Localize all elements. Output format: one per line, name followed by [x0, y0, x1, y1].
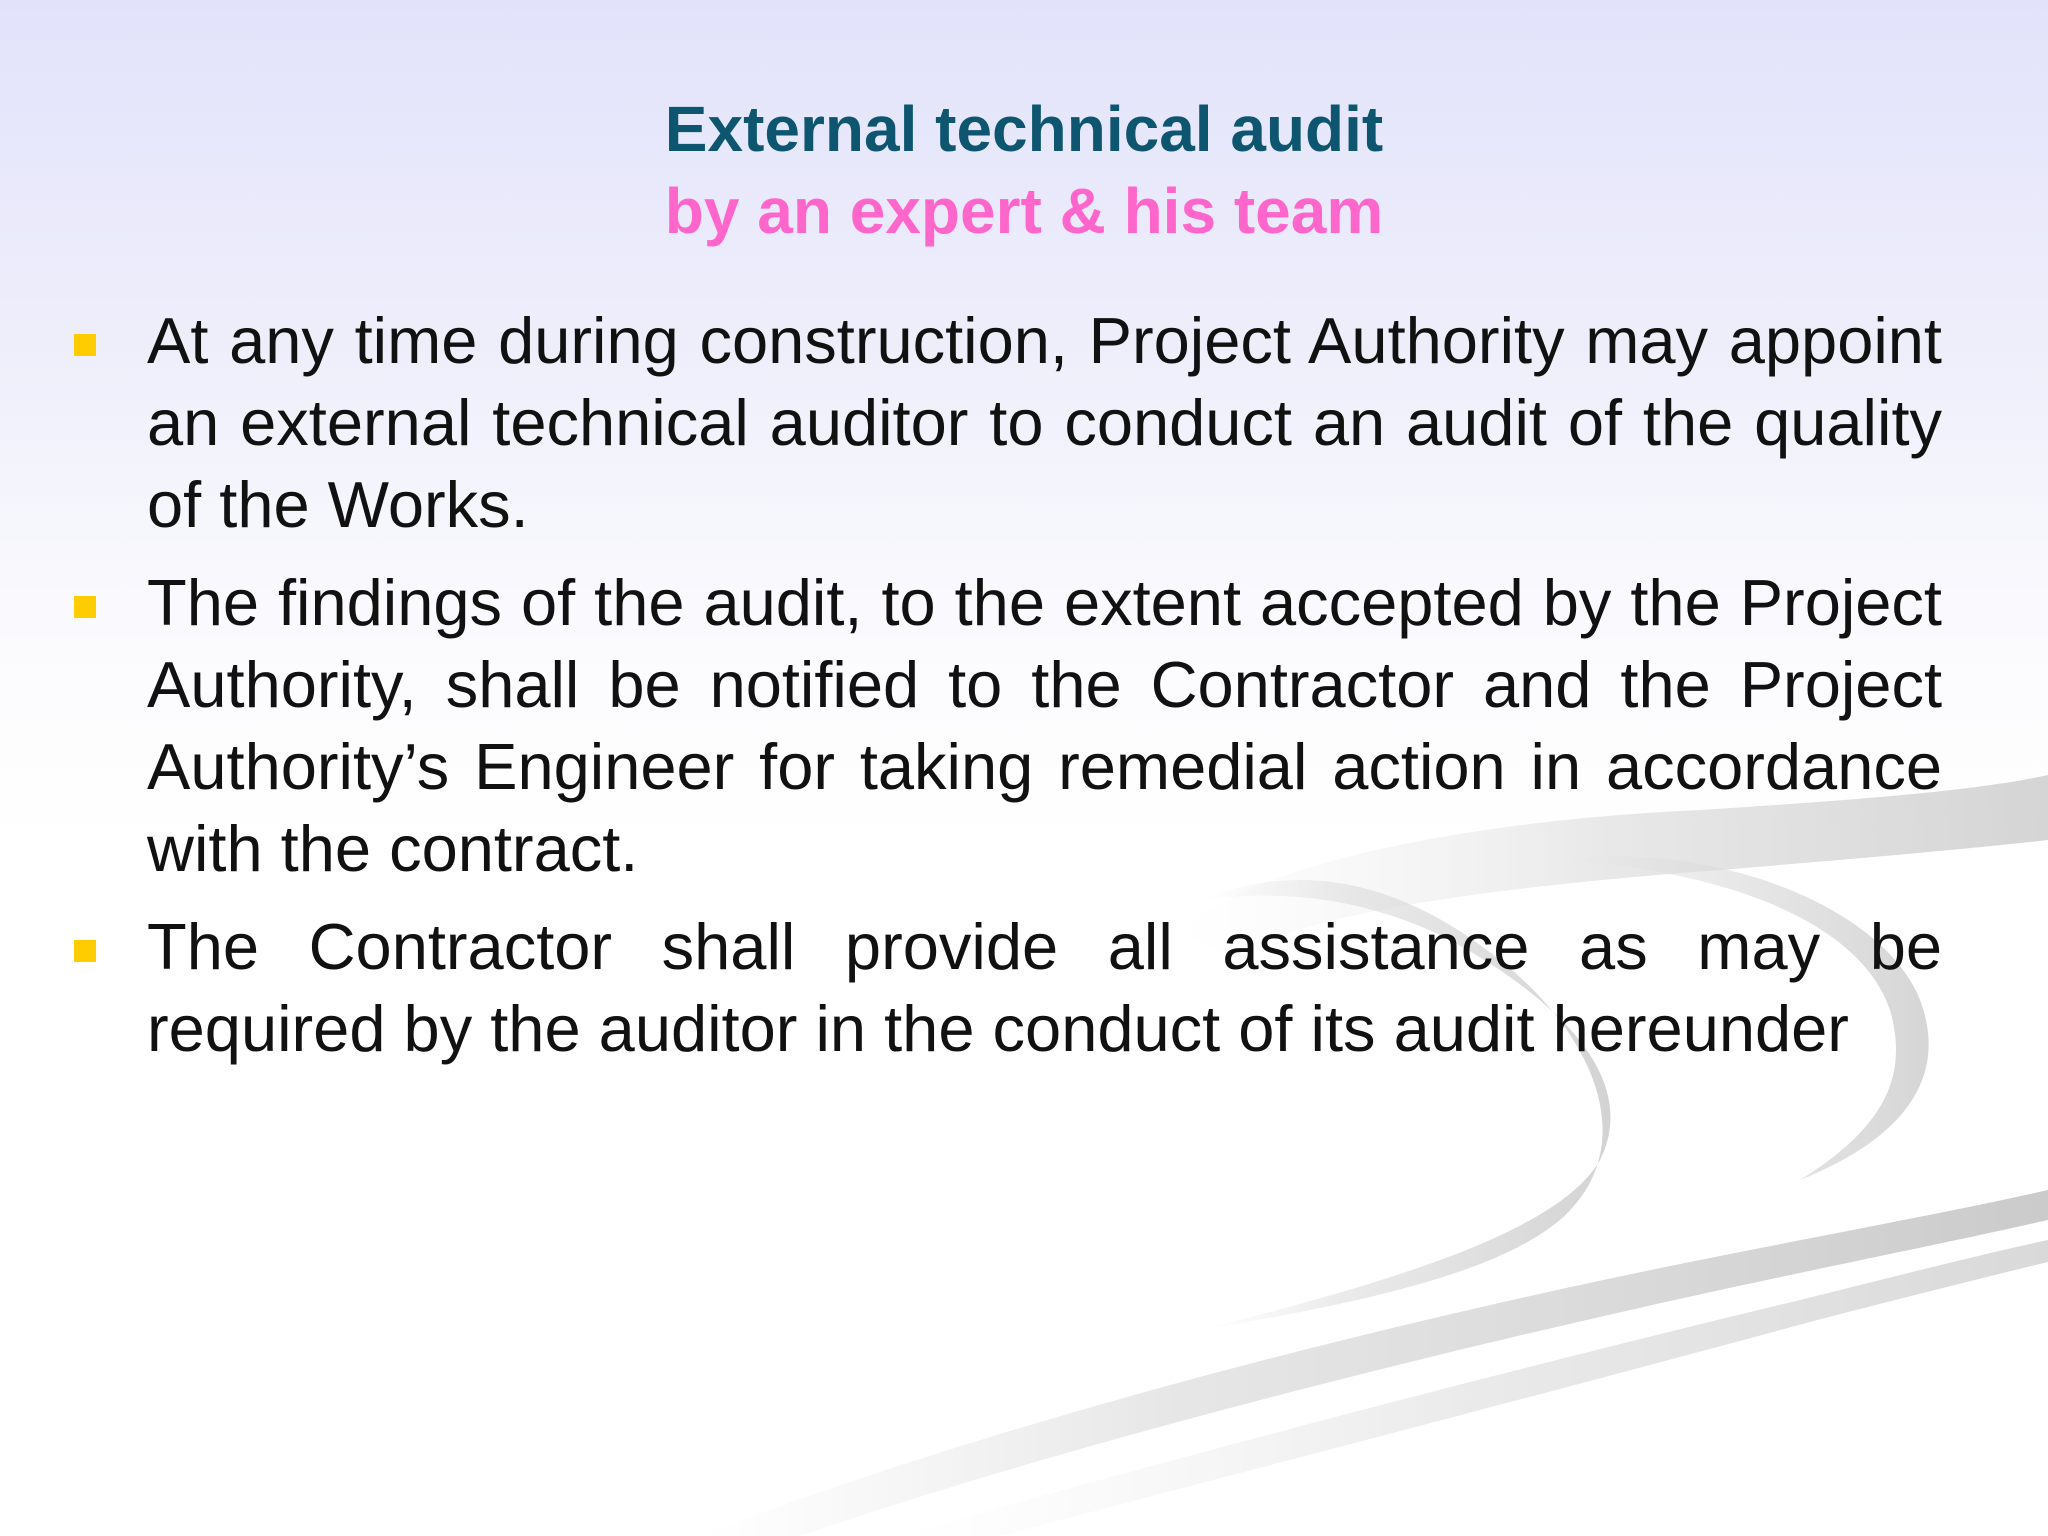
bullet-item: [68, 300, 1942, 546]
square-bullet-icon: [74, 334, 96, 356]
bullet-text: The Contractor shall provide all assistance as may be required by the auditor in the conduct of its audit hereunder: [147, 910, 1942, 1065]
slide-subtitle: by an expert & his team: [664, 175, 1384, 247]
bullet-list: [68, 300, 1942, 1086]
title-block: [0, 88, 2048, 252]
bullet-item: [68, 906, 1942, 1070]
slide-title: External technical audit: [664, 93, 1384, 165]
square-bullet-icon: [74, 940, 96, 962]
square-bullet-icon: [74, 596, 96, 618]
bullet-text: The findings of the audit, to the extent accepted by the Project Authority, shall be notified to the Contractor and the Project Authority’s Engineer for taking remedial action in accordance with the contract.: [147, 566, 1942, 885]
bullet-text: At any time during construction, Project Authority may appoint an external technical auditor to conduct an audit of the quality of the Works.: [147, 304, 1942, 541]
bullet-item: [68, 562, 1942, 890]
